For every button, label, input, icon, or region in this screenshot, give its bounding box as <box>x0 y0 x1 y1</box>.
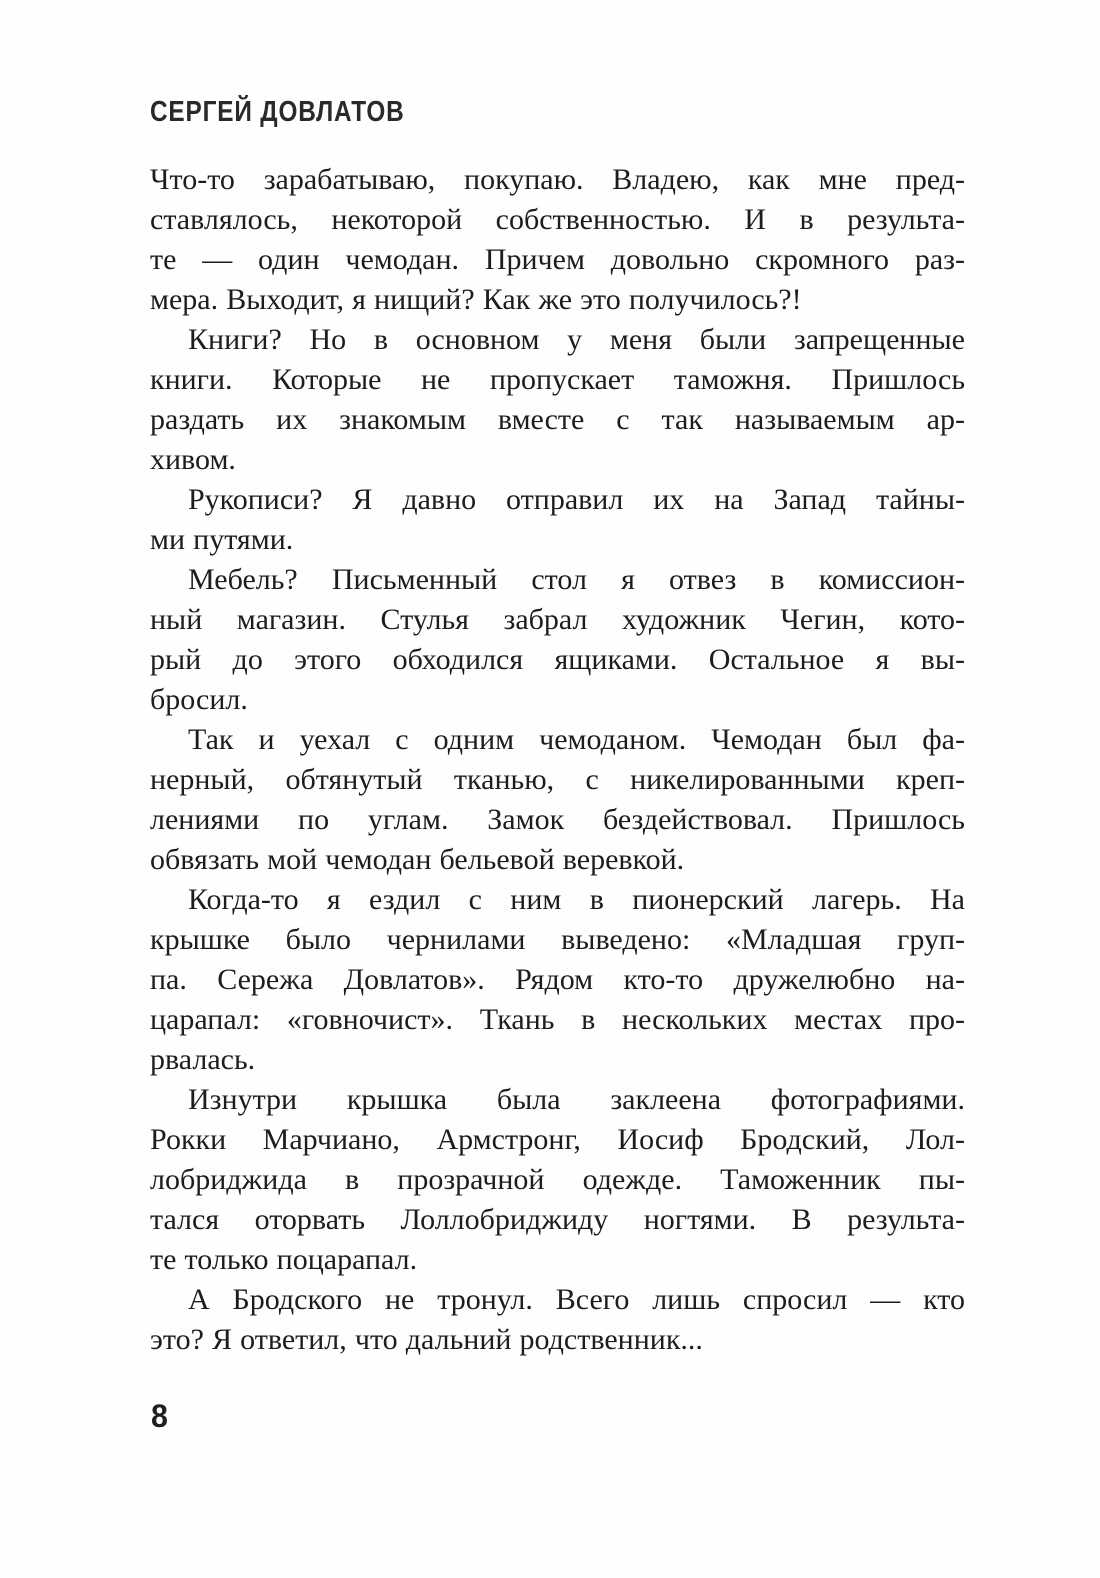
text-line: раздать их знакомым вместе с так называемым ар- <box>150 403 965 436</box>
paragraph <box>150 1080 965 1280</box>
text-line: хивом. <box>150 443 236 476</box>
running-header: СЕРГЕЙ ДОВЛАТОВ <box>150 96 405 128</box>
text-line: те только поцарапал. <box>150 1243 418 1276</box>
paragraph <box>150 160 965 320</box>
paragraph <box>150 560 965 720</box>
text-line: крышке было чернилами выведено: «Младшая груп- <box>150 923 965 956</box>
paragraph <box>150 1280 965 1360</box>
text-line: лениями по углам. Замок бездействовал. Пришлось <box>150 803 965 836</box>
text-line: рый до этого обходился ящиками. Остальное я вы- <box>150 643 965 676</box>
text-line: Книги? Но в основном у меня были запрещенные <box>188 323 965 356</box>
text-line: царапал: «говночист». Ткань в нескольких местах про- <box>150 1003 965 1036</box>
text-line: Рокки Марчиано, Армстронг, Иосиф Бродский, Лол- <box>150 1123 965 1156</box>
body-text <box>150 160 965 1360</box>
text-line: мера. Выходит, я нищий? Как же это получилось?! <box>150 283 802 316</box>
text-line: Рукописи? Я давно отправил их на Запад тайны- <box>188 483 965 516</box>
paragraph <box>150 880 965 1080</box>
text-line: бросил. <box>150 683 248 716</box>
text-line: па. Сережа Довлатов». Рядом кто-то дружелюбно на- <box>150 963 965 996</box>
text-line: обвязать мой чемодан бельевой веревкой. <box>150 843 685 876</box>
text-line: Так и уехал с одним чемоданом. Чемодан был фа- <box>188 723 965 756</box>
text-line: Что-то зарабатываю, покупаю. Владею, как мне пред- <box>150 163 965 196</box>
text-line: Мебель? Письменный стол я отвез в комиссион- <box>188 563 965 596</box>
paragraph <box>150 320 965 480</box>
text-line: рвалась. <box>150 1043 256 1076</box>
text-line: лобриджида в прозрачной одежде. Таможенник пы- <box>150 1163 965 1196</box>
text-line: ный магазин. Стулья забрал художник Чегин, кото- <box>150 603 965 636</box>
text-line: ставлялось, некоторой собственностью. И в результа- <box>150 203 965 236</box>
text-line: ми путями. <box>150 523 294 556</box>
paragraph <box>150 720 965 880</box>
text-line: те — один чемодан. Причем довольно скромного раз- <box>150 243 965 276</box>
text-line: Когда-то я ездил с ним в пионерский лагерь. На <box>188 883 965 916</box>
page-number: 8 <box>151 1398 168 1434</box>
paragraph <box>150 480 965 560</box>
text-line: тался оторвать Лоллобриджиду ногтями. В результа- <box>150 1203 965 1236</box>
text-line: нерный, обтянутый тканью, с никелированными креп- <box>150 763 965 796</box>
text-line: это? Я ответил, что дальний родственник... <box>150 1323 703 1356</box>
text-line: А Бродского не тронул. Всего лишь спросил — кто <box>188 1283 965 1316</box>
text-line: Изнутри крышка была заклеена фотографиями. <box>188 1083 965 1116</box>
text-line: книги. Которые не пропускает таможня. Пришлось <box>150 363 965 396</box>
